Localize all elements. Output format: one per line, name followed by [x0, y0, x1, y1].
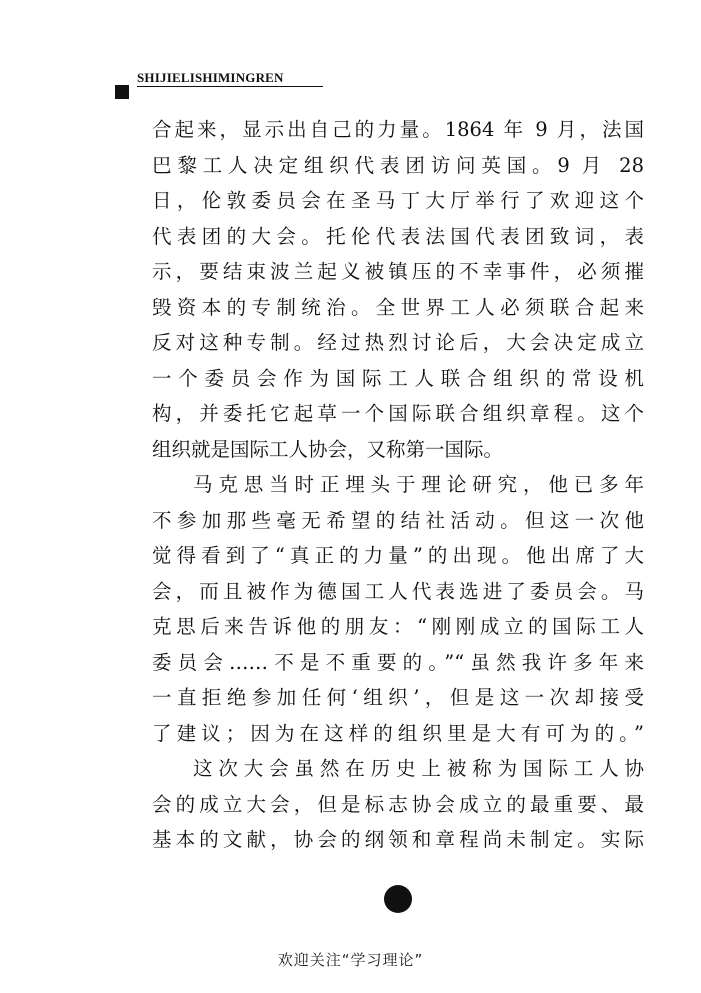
body-line: 会，而且被作为德国工人代表选进了委员会。马 — [152, 579, 644, 603]
body-line: 了建议；因为在这样的组织里是大有可为的。” — [152, 721, 644, 745]
body-line: 毁资本的专制统治。全世界工人必须联合起来 — [152, 295, 644, 319]
body-line: 基本的文献，协会的纲领和章程尚未制定。实际 — [152, 828, 644, 851]
body-line: 巴黎工人决定组织代表团访问英国。9 月 28 — [152, 153, 644, 177]
body-line: 示，要结束波兰起义被镇压的不幸事件，必须摧 — [152, 260, 644, 283]
corner-square-marker-icon — [115, 85, 129, 99]
body-line: 日，伦敦委员会在圣马丁大厅举行了欢迎这个 — [152, 189, 644, 212]
running-head-underline — [137, 86, 323, 87]
body-line: 代表团的大会。托伦代表法国代表团致词，表 — [152, 224, 644, 248]
footer-note: 欢迎关注“学习理论” — [277, 951, 424, 969]
body-line: 会的成立大会，但是标志协会成立的最重要、最 — [152, 792, 644, 816]
body-line: 合起来，显示出自己的力量。1864 年 9 月，法国 — [152, 118, 644, 141]
body-line: 组织就是国际工人协会，又称第一国际。 — [152, 437, 504, 461]
body-line: 觉得看到了“真正的力量”的出现。他出席了大 — [152, 544, 644, 567]
body-line: 这次大会虽然在历史上被称为国际工人协 — [193, 757, 644, 780]
body-line: 一个委员会作为国际工人联合组织的常设机 — [152, 366, 644, 390]
page-folio-dot-icon — [384, 885, 412, 913]
body-line: 一直拒绝参加任何‘组织’，但是这一次却接受 — [152, 686, 644, 709]
body-line: 马克思当时正埋头于理论研究，他已多年 — [193, 473, 644, 496]
body-line: 委员会……不是不重要的。”“虽然我许多年来 — [152, 650, 644, 674]
running-head — [137, 70, 337, 94]
body-line: 不参加那些毫无希望的结社活动。但这一次他 — [152, 508, 644, 532]
running-head-title: SHIJIELISHIMINGREN — [137, 70, 284, 85]
body-line: 反对这种专制。经过热烈讨论后，大会决定成立 — [152, 331, 644, 354]
body-line: 克思后来告诉他的朋友：“刚刚成立的国际工人 — [152, 615, 644, 638]
body-text — [152, 112, 644, 858]
body-line: 构，并委托它起草一个国际联合组织章程。这个 — [152, 402, 644, 425]
